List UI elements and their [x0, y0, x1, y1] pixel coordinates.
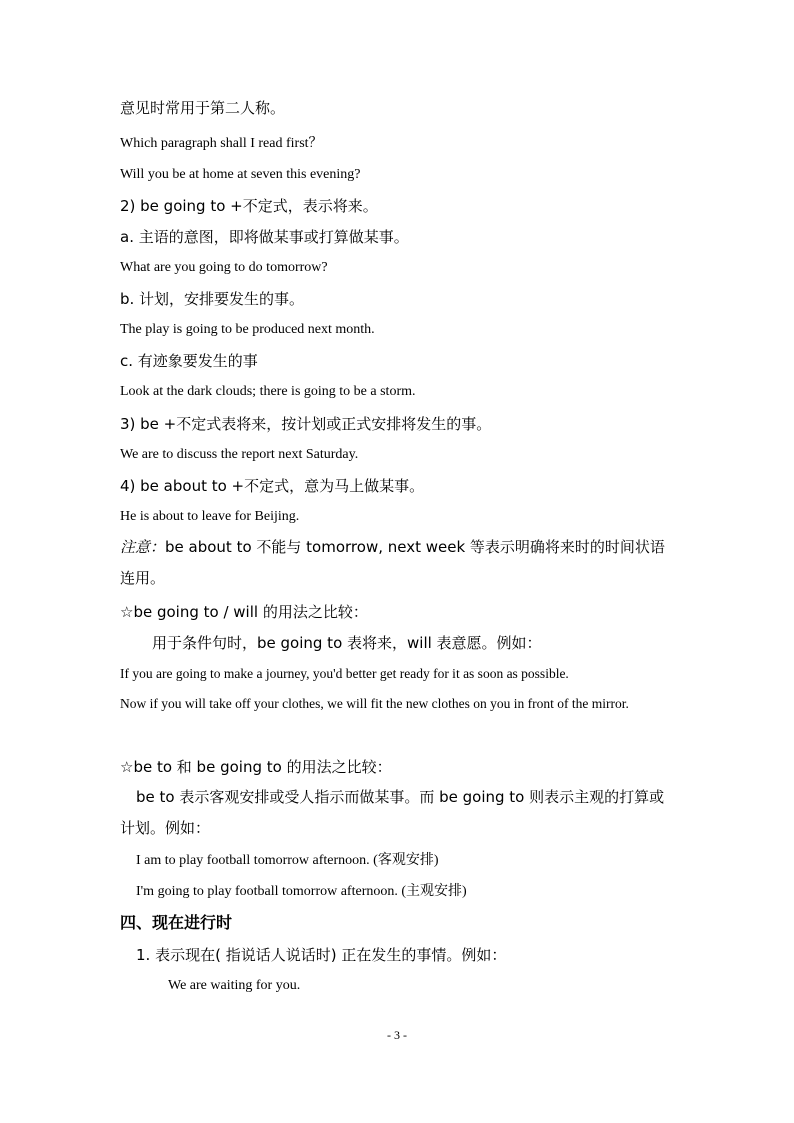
- example-sentence: Look at the dark clouds; there is going to be a storm.: [120, 384, 416, 399]
- example-sentence: We are waiting for you.: [168, 978, 301, 993]
- example-sentence: Now if you will take off your clothes, we will fit the new clothes on you in front of the mirror.: [120, 696, 629, 711]
- rule-line: a. 主语的意图，即将做某事或打算做某事。: [120, 228, 409, 246]
- example-sentence: He is about to leave for Beijing.: [120, 509, 300, 524]
- rule-line: 4) be about to +不定式，意为马上做某事。: [120, 477, 425, 495]
- example-sentence: What are you going to do tomorrow?: [120, 260, 328, 275]
- comparison-title: ☆be to 和 be going to 的用法之比较：: [120, 758, 392, 776]
- example-sentence: Will you be at home at seven this evening?: [120, 167, 361, 182]
- rule-line: 2) be going to +不定式，表示将来。: [120, 197, 378, 215]
- rule-line: b. 计划，安排要发生的事。: [120, 290, 305, 308]
- example-sentence: Which paragraph shall I read first？: [120, 136, 323, 151]
- section-heading: 四、现在进行时: [120, 913, 233, 932]
- page-number: - 3 -: [387, 1028, 407, 1042]
- text-line: 意见时常用于第二人称。: [120, 99, 286, 117]
- comparison-title: ☆be going to / will 的用法之比较：: [120, 603, 368, 621]
- example-sentence: I'm going to play football tomorrow afternoon. (主观安排): [136, 884, 467, 899]
- example-sentence: If you are going to make a journey, you'd better get ready for it as soon as possible.: [120, 666, 569, 681]
- note-label: 注意：: [120, 538, 166, 556]
- section-item: 1. 表示现在( 指说话人说话时) 正在发生的事情。例如：: [136, 946, 507, 964]
- comparison-intro: be to 表示客观安排或受人指示而做某事。而 be going to 则表示主观的打算或计划。例如：: [120, 788, 665, 837]
- example-sentence: The play is going to be produced next month.: [120, 322, 375, 337]
- rule-line: c. 有迹象要发生的事: [120, 352, 258, 370]
- rule-line: 3) be +不定式表将来，按计划或正式安排将发生的事。: [120, 415, 492, 433]
- example-sentence: I am to play football tomorrow afternoon. (客观安排): [136, 853, 439, 868]
- note-paragraph: [120, 532, 675, 594]
- example-sentence: We are to discuss the report next Saturday.: [120, 447, 359, 462]
- comparison-intro: 用于条件句时，be going to 表将来，will 表意愿。例如：: [152, 634, 542, 652]
- note-text: be about to 不能与 tomorrow, next week 等表示明确将来时的时间状语连用。: [120, 538, 665, 587]
